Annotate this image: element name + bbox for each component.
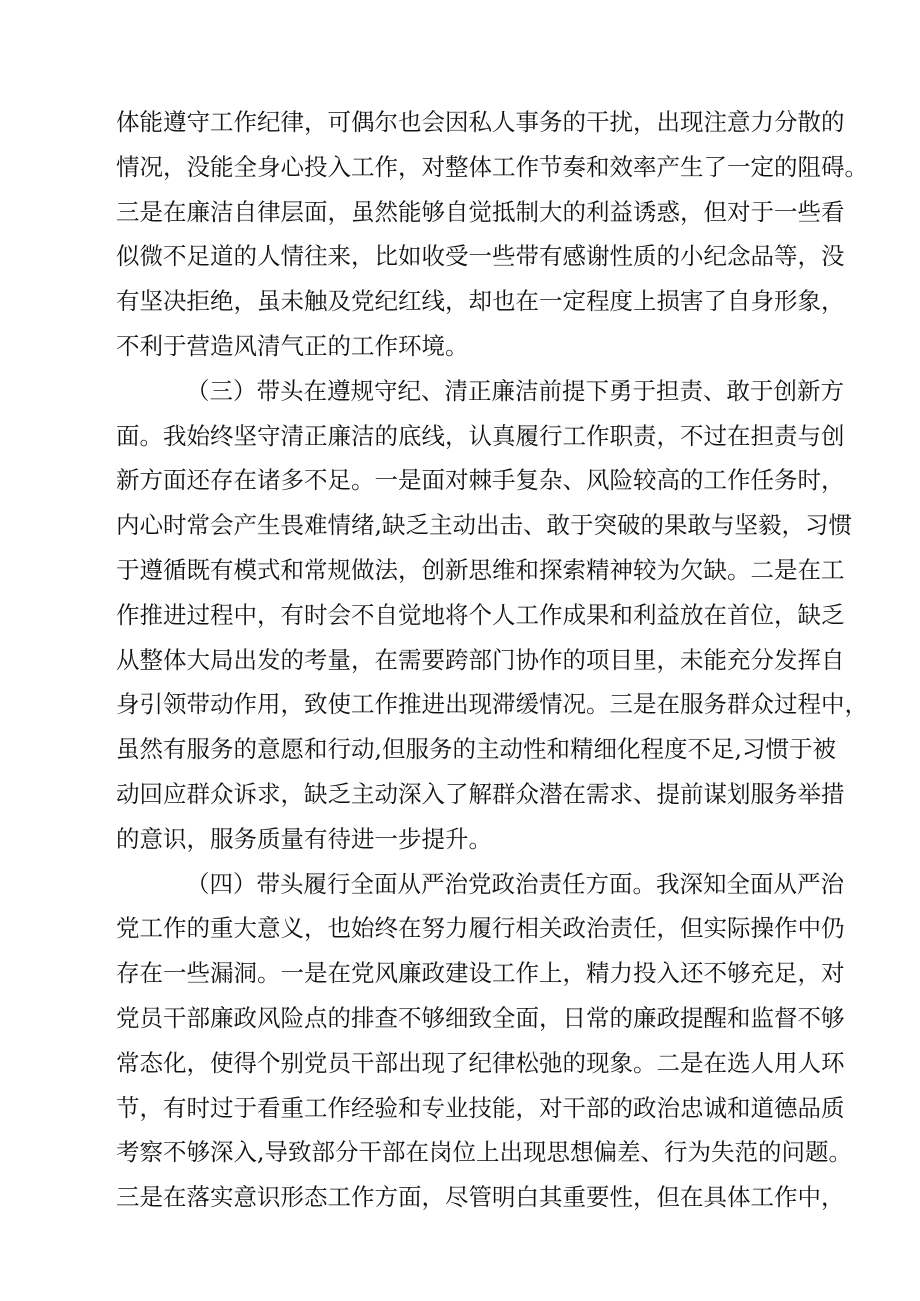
text-line: 体能遵守工作纪律，可偶尔也会因私人事务的干扰，出现注意力分散的: [116, 108, 845, 136]
text-line: 常态化，使得个别党员干部出现了纪律松弛的现象。二是在选人用人环: [116, 1048, 845, 1077]
text-line: 从整体大局出发的考量，在需要跨部门协作的项目里，未能充分发挥自: [116, 645, 845, 674]
text-line: 身引领带动作用，致使工作推进出现滞缓情况。三是在服务群众过程中，: [116, 690, 868, 719]
text-line: 动回应群众诉求，缺乏主动深入了解群众潜在需求、提前谋划服务举措: [116, 779, 845, 808]
text-line: 新方面还存在诸多不足。一是面对棘手复杂、风险较高的工作任务时，: [116, 466, 845, 495]
text-line: 不利于营造风清气正的工作环境。: [116, 331, 469, 360]
text-line: 内心时常会产生畏难情绪,缺乏主动出击、敢于突破的果敢与坚毅，习惯: [116, 511, 852, 540]
text-line: 似微不足道的人情往来，比如收受一些带有感谢性质的小纪念品等，没: [116, 242, 845, 271]
text-line: 作推进过程中，有时会不自觉地将个人工作成果和利益放在首位，缺乏: [116, 600, 845, 629]
text-line: 有坚决拒绝，虽未触及党纪红线，却也在一定程度上损害了自身形象，: [116, 287, 845, 316]
text-line: 节，有时过于看重工作经验和专业技能，对干部的政治忠诚和道德品质: [116, 1093, 845, 1122]
text-line: 虽然有服务的意愿和行动,但服务的主动性和精细化程度不足,习惯于被: [116, 735, 836, 764]
document-body: [116, 100, 868, 1220]
paragraph-first-line: （四）带头履行全面从严治党政治责任方面。我深知全面从严治: [186, 869, 844, 898]
text-line: 面。我始终坚守清正廉洁的底线，认真履行工作职责，不过在担责与创: [116, 421, 845, 450]
text-line: 情况，没能全身心投入工作，对整体工作节奏和效率产生了一定的阻碍。: [116, 152, 868, 181]
text-line: 考察不够深入,导致部分干部在岗位上出现思想偏差、行为失范的问题。: [116, 1138, 852, 1167]
text-line: 党员干部廉政风险点的排查不够细致全面，日常的廉政提醒和监督不够: [116, 1003, 845, 1032]
text-line: 于遵循既有模式和常规做法，创新思维和探索精神较为欠缺。二是在工: [116, 555, 845, 584]
text-line: 存在一些漏洞。一是在党风廉政建设工作上，精力投入还不够充足，对: [116, 959, 845, 988]
text-line: 三是在廉洁自律层面，虽然能够自觉抵制大的利益诱惑，但对于一些看: [116, 197, 845, 226]
paragraph-first-line: （三）带头在遵规守纪、清正廉洁前提下勇于担责、敢于创新方: [186, 376, 844, 405]
text-line: 三是在落实意识形态工作方面，尽管明白其重要性，但在具体工作中，: [116, 1183, 845, 1212]
text-line: 党工作的重大意义，也始终在努力履行相关政治责任，但实际操作中仍: [116, 914, 845, 943]
text-line: 的意识，服务质量有待进一步提升。: [116, 824, 492, 853]
